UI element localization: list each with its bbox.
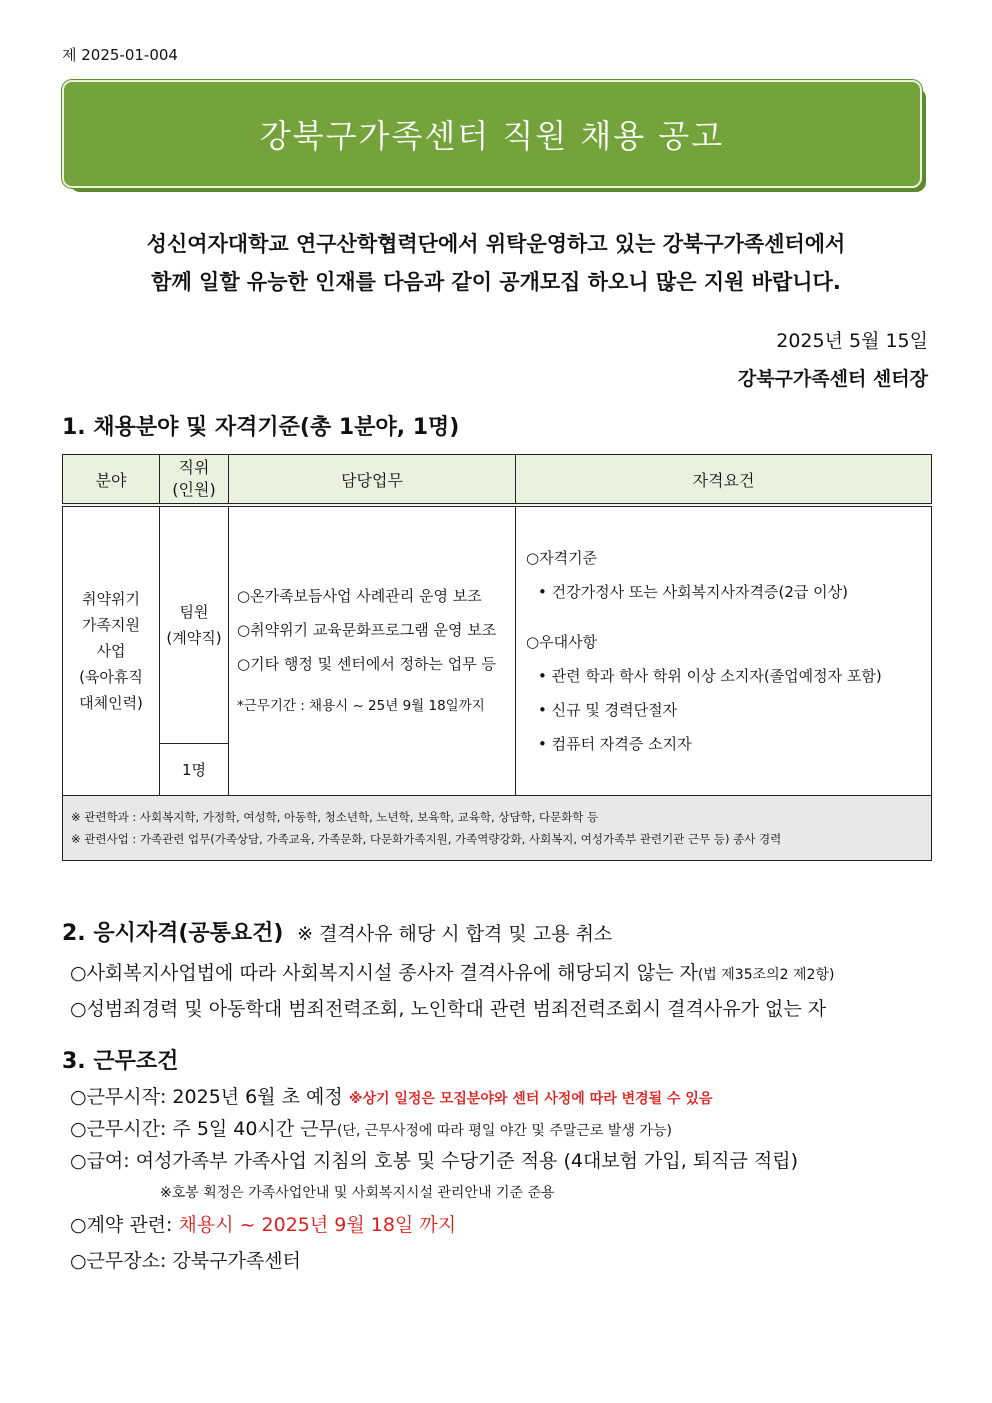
recruitment-table [62, 454, 932, 861]
header-position: 직위 (인원) [160, 455, 229, 506]
title-banner [62, 80, 922, 188]
qualifications-cell [516, 505, 932, 795]
eligibility-item-2: ○성범죄경력 및 아동학대 범죄전력조회, 노인학대 관련 범죄전력조회시 결격사유가 없는 자 [70, 998, 827, 1020]
work-period: *근무기간 : 채용시 ~ 25년 9월 18일까지 [237, 697, 485, 714]
section2-heading: 2. 응시자격(공통요건) [62, 921, 284, 946]
field-cell: 취약위기 가족지원 사업 (육아휴직 대체인력) [63, 505, 160, 795]
work-place: ○근무장소: 강북구가족센터 [70, 1250, 301, 1272]
position-cell: 팀원 (계약직) [160, 505, 229, 743]
work-hours-text: ○근무시간: 주 5일 40시간 근무 [70, 1118, 337, 1140]
pref-title: ○우대사항 [526, 632, 598, 651]
table-row [63, 505, 932, 743]
note-related-majors: ※ 관련학과 : 사회복지학, 가정학, 여성학, 아동학, 청소년학, 노년학, 보육학, 교육학, 상담학, 다문화학 등 [71, 809, 599, 824]
duties-cell [229, 505, 516, 795]
duty-item: ○기타 행정 및 센터에서 정하는 업무 등 [237, 654, 497, 673]
document-number: 제 2025-01-004 [62, 46, 178, 64]
qual-title: ○자격기준 [526, 548, 598, 567]
section3-heading: 3. 근무조건 [62, 1049, 179, 1074]
note-related-work: ※ 관련사업 : 가족관련 업무(가족상담, 가족교육, 가족문화, 다문화가족지원, 가족역량강화, 사회복지, 여성가족부 관련기관 근무 등) 종사 경력 [71, 831, 782, 846]
eligibility-item-1 [70, 958, 834, 985]
duty-item: ○취약위기 교육문화프로그램 운영 보조 [237, 620, 497, 639]
pref-item: • 컴퓨터 자격증 소지자 [538, 734, 692, 753]
qual-item: • 건강가정사 또는 사회복지사자격증(2급 이상) [538, 582, 848, 601]
pref-item: • 신규 및 경력단절자 [538, 700, 678, 719]
eligibility-law-note: (법 제35조의2 제2항) [697, 967, 835, 983]
contract-label: ○계약 관련: [70, 1214, 179, 1236]
header-qualifications: 자격요건 [516, 455, 932, 506]
work-hours [70, 1114, 672, 1141]
intro-line-1: 성신여자대학교 연구산학협력단에서 위탁운영하고 있는 강북구가족센터에서 [146, 232, 846, 256]
contract-period: 채용시 ~ 2025년 9월 18일 까지 [178, 1214, 457, 1236]
salary-note: ※호봉 획정은 가족사업안내 및 사회복지시설 관리안내 기준 준용 [160, 1185, 555, 1201]
pref-item: • 관련 학과 학사 학위 이상 소지자(졸업예정자 포함) [538, 666, 882, 685]
salary: ○급여: 여성가족부 가족사업 지침의 호봉 및 수당기준 적용 (4대보험 가입, 퇴직금 적립) [70, 1150, 799, 1172]
contract [70, 1210, 456, 1237]
announcement-date: 2025년 5월 15일 [776, 330, 928, 352]
header-duties: 담당업무 [229, 455, 516, 506]
duty-item: ○온가족보듬사업 사례관리 운영 보조 [237, 586, 482, 605]
intro-line-2: 함께 일할 유능한 인재를 다음과 같이 공개모집 하오니 많은 지원 바랍니다. [151, 270, 841, 294]
table-note-row [63, 795, 932, 860]
header-field: 분야 [63, 455, 160, 506]
work-start-text: ○근무시작: 2025년 6월 초 예정 [70, 1086, 343, 1108]
section1-heading: 1. 채용분야 및 자격기준(총 1분야, 1명) [62, 415, 460, 440]
section2-heading-note: ※ 결격사유 해당 시 합격 및 고용 취소 [297, 923, 613, 945]
page-title: 강북구가족센터 직원 채용 공고 [259, 117, 725, 155]
eligibility-text: ○사회복지사업법에 따라 사회복지시설 종사자 결격사유에 해당되지 않는 자 [70, 962, 698, 984]
section2-heading-wrap [62, 916, 612, 947]
count-cell: 1명 [160, 743, 229, 795]
table-header-row [63, 455, 932, 506]
work-start [70, 1082, 712, 1109]
work-start-note: ※상기 일정은 모집분야와 센터 사정에 따라 변경될 수 있음 [348, 1091, 713, 1107]
issuer: 강북구가족센터 센터장 [737, 368, 928, 390]
work-hours-note: (단, 근무사정에 따라 평일 야간 및 주말근로 발생 가능) [336, 1123, 672, 1139]
table-notes [63, 795, 932, 860]
